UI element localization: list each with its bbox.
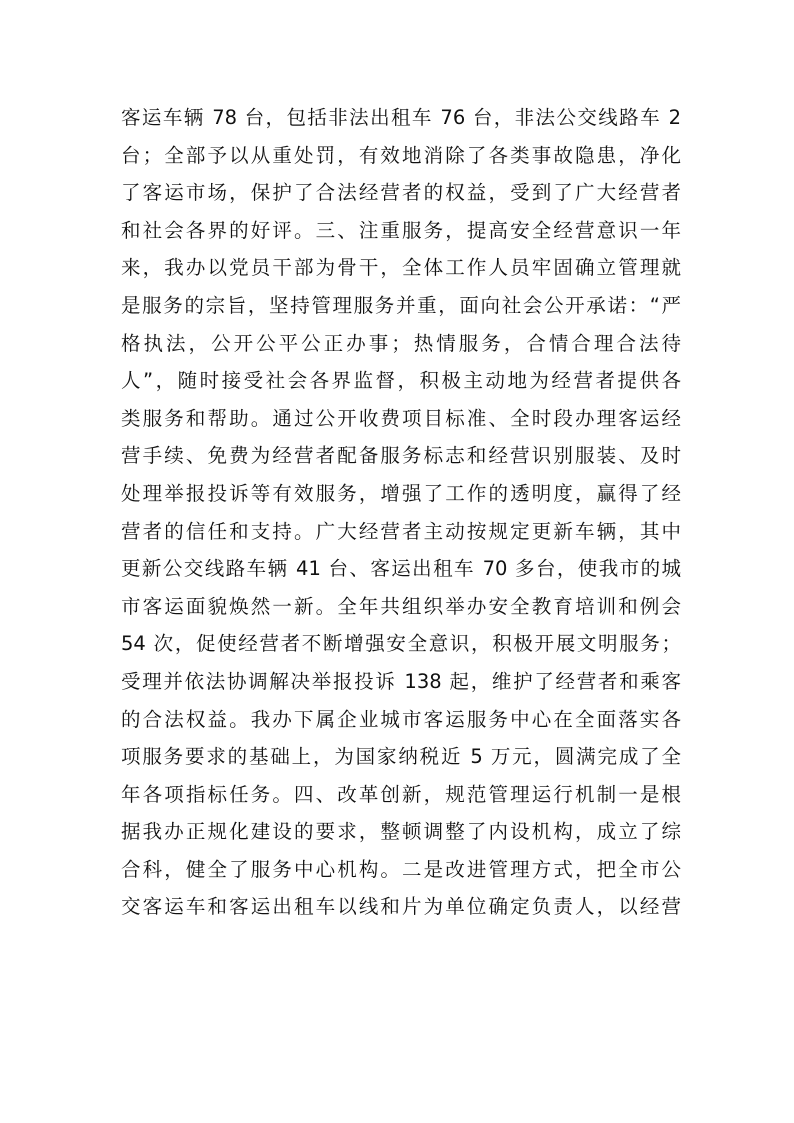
text-line: 更新公交线路车辆 41 台、客运出租车 70 多台，使我市的城 bbox=[121, 557, 681, 581]
text-line: 是服务的宗旨，坚持管理服务并重，面向社会公开承诺：“严 bbox=[121, 293, 681, 317]
text-line: 的合法权益。我办下属企业城市客运服务中心在全面落实各 bbox=[121, 707, 681, 731]
text-line: 客运车辆 78 台，包括非法出租车 76 台，非法公交线路车 2 bbox=[121, 106, 681, 129]
text-line: 格执法，公开公平公正办事；热情服务，合情合理合法待 bbox=[121, 331, 681, 355]
text-line: 人”，随时接受社会各界监督，积极主动地为经营者提供各 bbox=[121, 369, 681, 393]
text-line: 来，我办以党员干部为骨干，全体工作人员牢固确立管理就 bbox=[121, 256, 681, 280]
text-line: 市客运面貌焕然一新。全年共组织举办安全教育培训和例会 bbox=[121, 594, 681, 618]
body-text bbox=[121, 99, 681, 926]
text-line: 了客运市场，保护了合法经营者的权益，受到了广大经营者 bbox=[121, 181, 681, 205]
text-line: 营手续、免费为经营者配备服务标志和经营识别服装、及时 bbox=[121, 444, 681, 468]
text-line: 台；全部予以从重处罚，有效地消除了各类事故隐患，净化 bbox=[121, 143, 681, 167]
text-line: 项服务要求的基础上，为国家纳税近 5 万元，圆满完成了全 bbox=[121, 745, 681, 769]
text-line: 交客运车和客运出租车以线和片为单位确定负责人，以经营 bbox=[121, 895, 681, 919]
text-line: 年各项指标任务。四、改革创新，规范管理运行机制一是根 bbox=[121, 782, 681, 806]
text-line: 合科，健全了服务中心机构。二是改进管理方式，把全市公 bbox=[121, 857, 681, 881]
text-line: 54 次，促使经营者不断增强安全意识，积极开展文明服务； bbox=[121, 632, 681, 656]
text-line: 处理举报投诉等有效服务，增强了工作的透明度，赢得了经 bbox=[121, 481, 681, 505]
text-line: 和社会各界的好评。三、注重服务，提高安全经营意识一年 bbox=[121, 218, 681, 242]
text-line: 类服务和帮助。通过公开收费项目标准、全时段办理客运经 bbox=[121, 406, 681, 430]
text-line: 受理并依法协调解决举报投诉 138 起，维护了经营者和乘客 bbox=[121, 669, 681, 693]
text-line: 据我办正规化建设的要求，整顿调整了内设机构，成立了综 bbox=[121, 820, 681, 844]
text-line: 营者的信任和支持。广大经营者主动按规定更新车辆，其中 bbox=[121, 519, 681, 543]
